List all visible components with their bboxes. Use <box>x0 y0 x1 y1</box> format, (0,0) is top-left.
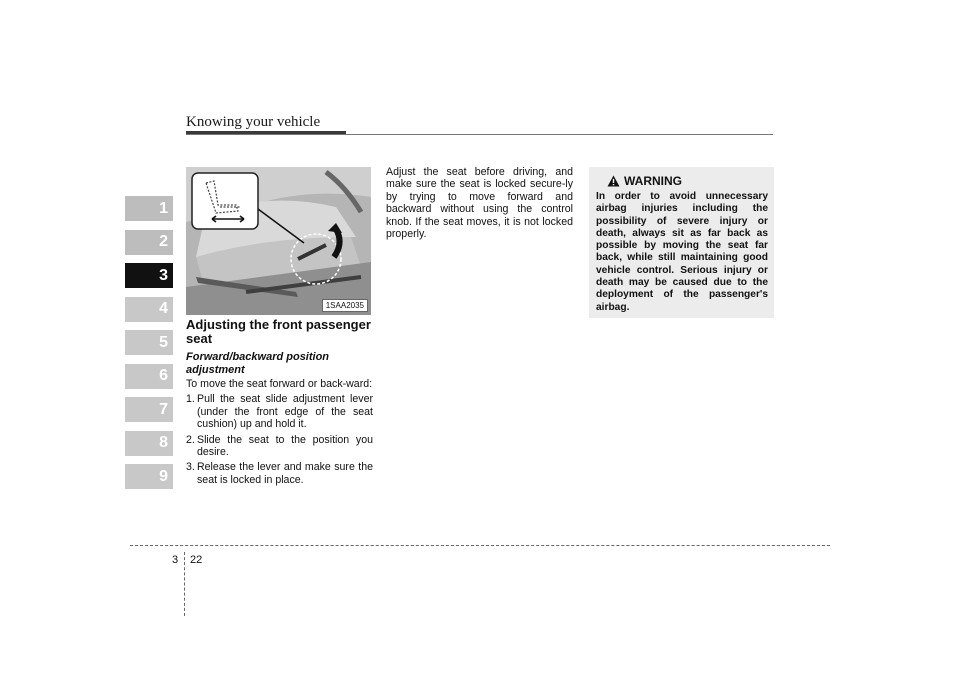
chapter-tabs <box>125 196 173 498</box>
subsection-title: Forward/backward position adjustment <box>186 351 330 376</box>
warning-title: WARNING <box>624 174 682 188</box>
step-item <box>186 393 373 430</box>
footer-rule <box>130 545 830 546</box>
warning-header <box>607 174 768 188</box>
footer-page-number: 22 <box>190 554 203 566</box>
step-item <box>186 461 373 486</box>
chapter-tab-2[interactable]: 2 <box>125 230 173 255</box>
step-text: Release the lever and make sure the seat is locked in place. <box>197 461 373 486</box>
chapter-tab-4[interactable]: 4 <box>125 297 173 322</box>
warning-text: In order to avoid unnecessary airbag injuries including the possibility of severe injury or death, always sit as far back as possible by moving the seat far back, while still maintaining good vehicle control. Serious injury or death may be caused due to the deployment of the passenger's airbag. <box>596 191 768 313</box>
section-title: Adjusting the front passenger seat <box>186 317 371 346</box>
warning-icon <box>607 175 620 187</box>
warning-box <box>589 167 774 318</box>
chapter-tab-6[interactable]: 6 <box>125 364 173 389</box>
chapter-tab-8[interactable]: 8 <box>125 431 173 456</box>
chapter-tab-1[interactable]: 1 <box>125 196 173 221</box>
figure-code: 1SAA2035 <box>322 299 368 312</box>
intro-text: To move the seat forward or back-ward: <box>186 378 373 390</box>
footer-section-number: 3 <box>172 554 179 566</box>
chapter-tab-7[interactable]: 7 <box>125 397 173 422</box>
left-column <box>186 318 373 489</box>
chapter-tab-9[interactable]: 9 <box>125 464 173 489</box>
step-text: Pull the seat slide adjustment lever (under the front edge of the seat cushion) up and hold it. <box>197 393 373 431</box>
chapter-tab-3[interactable]: 3 <box>125 263 173 288</box>
step-text: Slide the seat to the position you desire. <box>197 433 373 459</box>
seat-photo <box>186 167 371 315</box>
chapter-tab-5[interactable]: 5 <box>125 330 173 355</box>
step-number: 1. <box>186 393 195 406</box>
step-number: 2. <box>186 433 195 446</box>
seat-illustration <box>186 167 371 315</box>
header-rule <box>186 134 773 135</box>
step-number: 3. <box>186 461 195 474</box>
middle-column-text: Adjust the seat before driving, and make sure the seat is locked secure-ly by trying to move forward and backward without using the control knob. If the seat moves, it is not locked properly. <box>386 166 573 241</box>
step-item <box>186 434 373 459</box>
header-title: Knowing your vehicle <box>186 114 321 130</box>
footer-divider <box>184 552 185 616</box>
